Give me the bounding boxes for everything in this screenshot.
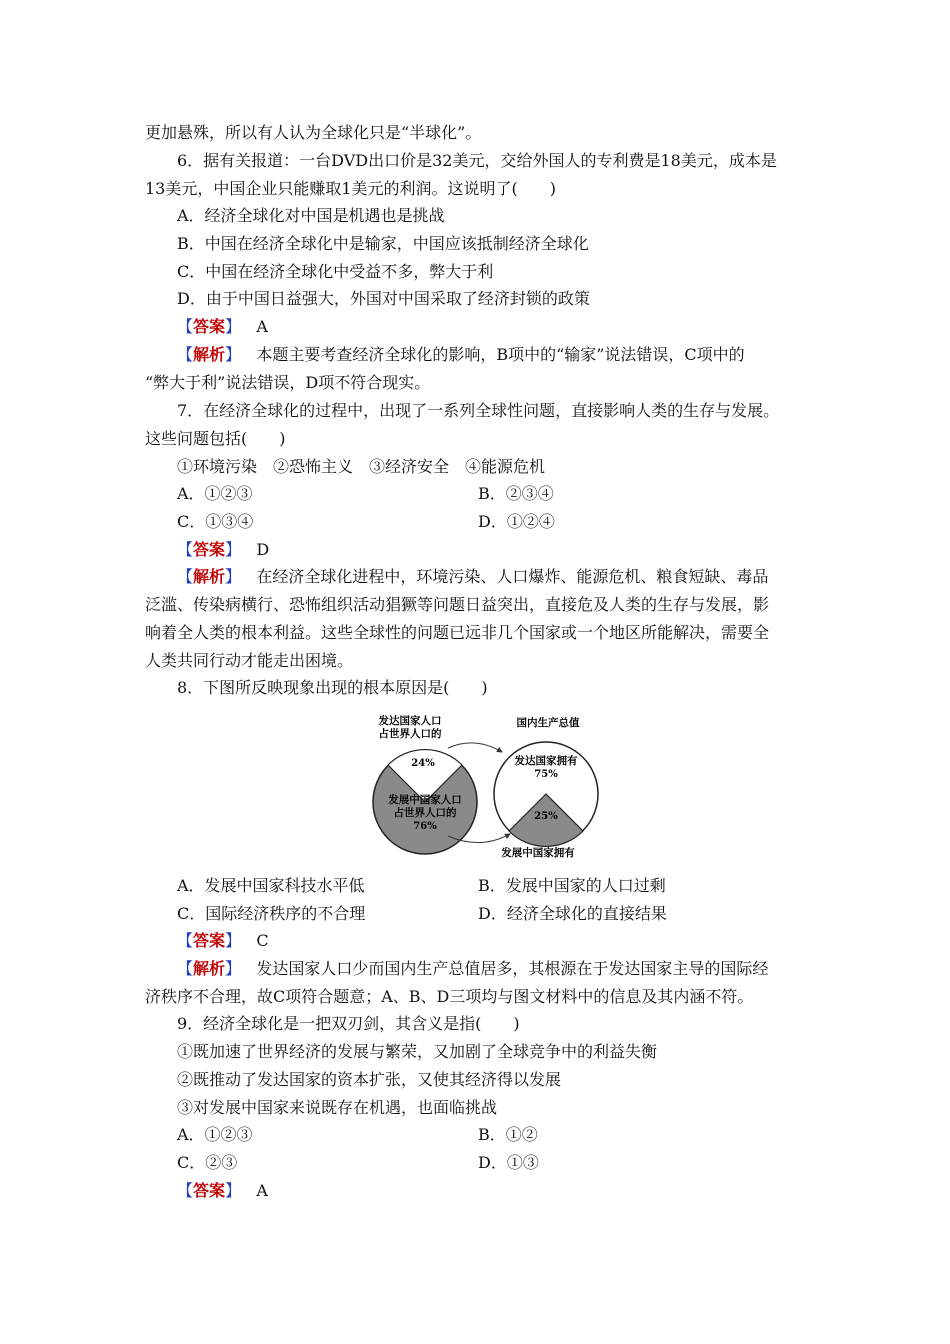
q8-option-c: C．国际经济秩序的不合理 (177, 904, 366, 923)
analysis-tag: 【解析】 (177, 959, 242, 978)
q8-analysis-cont: 济秩序不合理，故C项符合题意；A、B、D三项均与图文材料中的信息及其内涵不符。 (145, 987, 754, 1006)
left-main-label-2: 占世界人口的 (393, 807, 457, 819)
q9-item-3: ③对发展中国家来说既存在机遇，也面临挑战 (177, 1098, 498, 1117)
q7-analysis-cont-2: 响着全人类的根本利益。这些全球性的问题已远非几个国家或一个地区所能解决，需要全 (145, 623, 770, 642)
analysis-tag: 【解析】 (177, 345, 242, 364)
q8-option-d: D．经济全球化的直接结果 (478, 904, 667, 923)
q7-items: ①环境污染 ②恐怖主义 ③经济安全 ④能源危机 (177, 457, 546, 476)
question-9-stem: 9．经济全球化是一把双刃剑，其含义是指( ) (177, 1014, 520, 1033)
left-main-label-3: 76% (413, 821, 437, 832)
q6-option-c: C．中国在经济全球化中受益不多，弊大于利 (177, 262, 494, 281)
q6-answer: 【答案】 A (177, 317, 268, 336)
q7-analysis-cont-3: 人类共同行动才能走出困境。 (145, 651, 354, 670)
analysis-tag: 【解析】 (177, 567, 242, 586)
question-6-stem: 6．据有关报道：一台DVD出口价是32美元，交给外国人的专利费是18美元，成本是 (177, 151, 777, 170)
q6-option-b: B．中国在经济全球化中是输家，中国应该抵制经济全球化 (177, 234, 589, 253)
q7-analysis-cont-1: 泛滥、传染病横行、恐怖组织活动猖獗等问题日益突出，直接危及人类的生存与发展，影 (145, 595, 770, 614)
right-slice-label: 25% (534, 811, 558, 822)
q6-analysis: 【解析】 本题主要考查经济全球化的影响，B项中的“输家”说法错误，C项中的 (177, 345, 745, 364)
q7-answer: 【答案】 D (177, 540, 270, 559)
right-title: 国内生产总值 (516, 717, 580, 729)
q6-analysis-cont: “弊大于利”说法错误，D项不符合现实。 (145, 373, 431, 392)
q9-option-b: B．①② (478, 1125, 538, 1144)
arrow-top (448, 743, 502, 752)
q7-option-c: C．①③④ (177, 512, 254, 531)
q9-answer: 【答案】 A (177, 1181, 268, 1200)
q9-option-d: D．①③ (478, 1153, 539, 1172)
q9-option-a: A．①②③ (177, 1125, 253, 1144)
q8-analysis: 【解析】 发达国家人口少而国内生产总值居多，其根源在于发达国家主导的国际经 (177, 959, 769, 978)
q9-item-1: ①既加速了世界经济的发展与繁荣，又加剧了全球竞争中的利益失衡 (177, 1042, 658, 1061)
continued-text: 更加悬殊，所以有人认为全球化只是“半球化”。 (145, 123, 482, 142)
q9-item-2: ②既推动了发达国家的资本扩张，又使其经济得以发展 (177, 1070, 562, 1089)
q7-option-a: A．①②③ (177, 484, 253, 503)
q8-figure (360, 708, 610, 868)
answer-tag: 【答案】 (177, 317, 242, 336)
q7-analysis: 【解析】 在经济全球化进程中，环境污染、人口爆炸、能源危机、粮食短缺、毒品 (177, 567, 769, 586)
question-6-stem-cont: 13美元，中国企业只能赚取1美元的利润。这说明了( ) (145, 179, 557, 198)
right-main-label-2: 75% (534, 769, 558, 780)
q8-option-b: B．发展中国家的人口过剩 (478, 876, 666, 895)
question-8-stem: 8．下图所反映现象出现的根本原因是( ) (177, 678, 488, 697)
answer-tag: 【答案】 (177, 540, 242, 559)
left-top-label-1: 发达国家人口 (378, 715, 442, 727)
q7-option-b: B．②③④ (478, 484, 554, 503)
q9-option-c: C．②③ (177, 1153, 238, 1172)
left-main-label-1: 发展中国家人口 (388, 794, 462, 806)
left-slice-label: 24% (411, 758, 435, 769)
answer-tag: 【答案】 (177, 1181, 242, 1200)
right-main-label-1: 发达国家拥有 (514, 755, 578, 767)
right-bottom-label: 发展中国家拥有 (501, 847, 575, 859)
q6-option-d: D．由于中国日益强大，外国对中国采取了经济封锁的政策 (177, 289, 590, 308)
left-top-label-2: 占世界人口的 (378, 728, 442, 740)
q8-option-a: A．发展中国家科技水平低 (177, 876, 365, 895)
q6-option-a: A．经济全球化对中国是机遇也是挑战 (177, 206, 445, 225)
question-7-stem: 7．在经济全球化的过程中，出现了一系列全球性问题，直接影响人类的生存与发展。 (177, 401, 780, 420)
q7-option-d: D．①②④ (478, 512, 555, 531)
q8-answer: 【答案】 C (177, 931, 269, 950)
answer-tag: 【答案】 (177, 931, 242, 950)
question-7-stem-cont: 这些问题包括( ) (145, 429, 286, 448)
